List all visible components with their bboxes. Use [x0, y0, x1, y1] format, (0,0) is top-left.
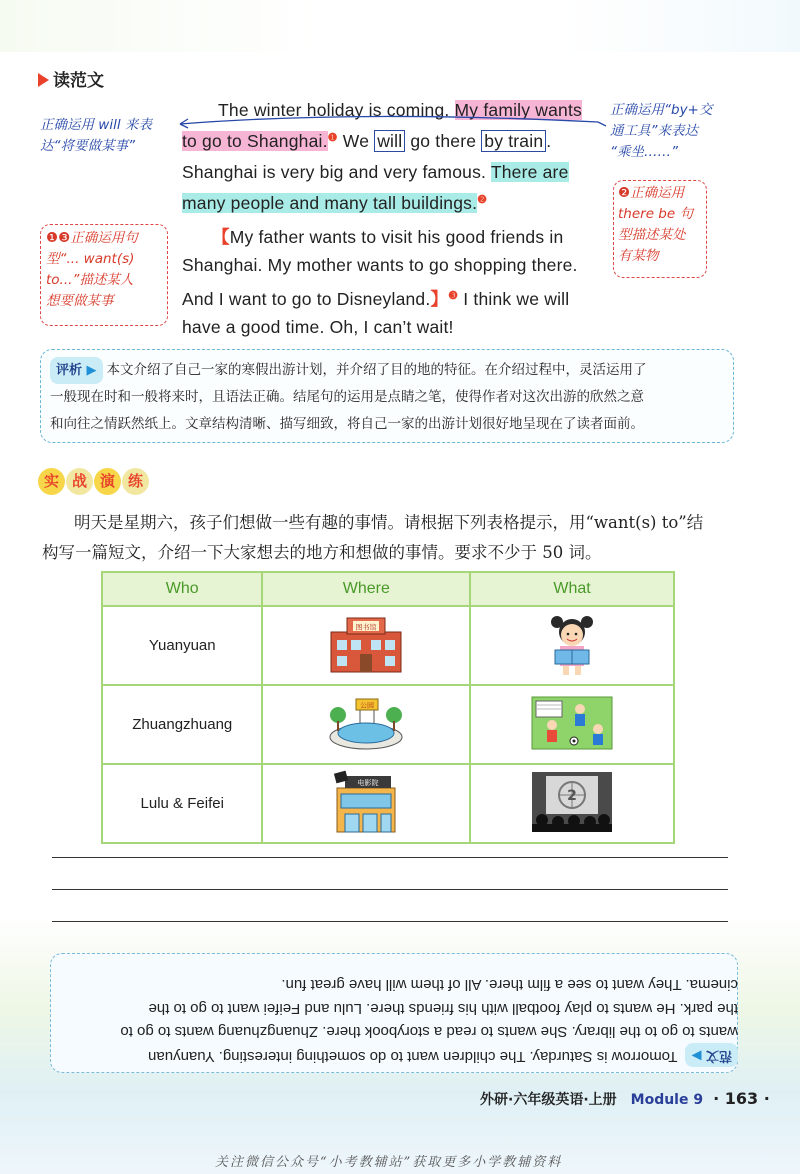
cinema-icon [331, 770, 401, 834]
review-line: 和向往之情跃然纸上。文章结构清晰、描写细致，将自己一家的出游计划很好地呈现在了读者面前。 [50, 416, 644, 432]
badge-char: 演 [94, 468, 121, 495]
note-by-train [610, 100, 712, 163]
note-text: ❷正确运用 [618, 185, 685, 201]
prompt-table [101, 571, 675, 844]
note-text: to...”描述某人 [46, 272, 134, 288]
essay-line [182, 286, 569, 311]
section-title [38, 66, 104, 91]
answer-tag-label: 范文 [705, 1048, 732, 1063]
note-will [40, 115, 152, 157]
essay-line [182, 162, 569, 183]
watermark-note: 关注微信公众号“小考教辅站”获取更多小学教辅资料 [215, 1155, 563, 1170]
essay-line [182, 255, 578, 276]
essay-text: go there [405, 131, 482, 151]
answer-line: the park. He wants to play football with his friends there. Lulu and Feifei want to go to the [148, 1000, 738, 1017]
table-header-row [102, 572, 674, 606]
library-icon [327, 614, 405, 674]
badge-char: 战 [66, 468, 93, 495]
note-want [46, 228, 138, 312]
note-text: 达“将要做某事” [40, 138, 135, 154]
note-marker: ❸ [448, 290, 459, 302]
column-header-what: What [470, 572, 674, 606]
sign-text: 图书馆 [355, 623, 377, 631]
note-marker: ❷ [477, 194, 488, 206]
play-arrow-icon: ▶ [86, 363, 97, 378]
instruction-line: 构写一篇短文，介绍一下大家想去的地方和想做的事情。要求不少于 50 词。 [42, 543, 602, 562]
essay-text: Shanghai. My mother wants to go shopping there. [182, 255, 578, 275]
section-title-text: 读范文 [53, 71, 104, 91]
note-text: 通工具”来表达 [610, 123, 698, 139]
essay-line [182, 193, 487, 214]
review-line: 一般现在时和一般将来时，且语法正确。结尾句的运用是点睛之笔，使得作者对这次出游的欣然之意 [50, 389, 644, 405]
play-arrow-icon: ▶ [691, 1048, 702, 1063]
model-answer-upside-down [58, 956, 738, 1068]
answer-tag [685, 1044, 738, 1068]
page-footer [480, 1089, 770, 1109]
note-text: 有某物 [618, 248, 659, 264]
essay-line [182, 317, 454, 338]
note-text: 正确运用“by+交 [610, 102, 713, 118]
note-text: 正确运用 will 来表 [40, 117, 152, 133]
module-label: Module 9 [630, 1092, 704, 1108]
table-row [102, 764, 674, 843]
top-strip [0, 0, 800, 52]
practice-instructions [42, 508, 760, 568]
who-cell: Zhuangzhuang [102, 685, 262, 764]
where-cell [262, 685, 470, 764]
essay-text: Shanghai is very big and very famous. [182, 162, 491, 182]
annotation-arrows [160, 108, 620, 148]
film-screen-icon [530, 770, 614, 834]
note-text: 想要做某事 [46, 293, 114, 309]
what-cell [470, 764, 674, 843]
essay-line [212, 224, 563, 249]
column-header-who: Who [102, 572, 262, 606]
reading-girl-icon [547, 612, 597, 676]
essay-text: . [546, 131, 552, 151]
badge-char: 练 [122, 468, 149, 495]
writing-line[interactable] [52, 921, 728, 922]
triangle-icon [38, 73, 49, 87]
football-icon [530, 693, 614, 753]
writing-line[interactable] [52, 857, 728, 858]
note-there-be [618, 183, 693, 267]
highlight-text: My family wants [454, 100, 582, 120]
essay-text: And I want to go to Disneyland. [182, 289, 431, 309]
review-tag-label: 评析 [56, 363, 83, 378]
table-row [102, 685, 674, 764]
bracket-mark: 【 [212, 227, 230, 247]
who-cell: Lulu & Feifei [102, 764, 262, 843]
svg-text:2: 2 [567, 787, 577, 804]
highlight-text: to go to Shanghai. [182, 131, 328, 151]
boxed-word: will [374, 130, 405, 152]
badge-char: 实 [38, 468, 65, 495]
essay-text: I think we will [458, 289, 570, 309]
practice-badge [38, 468, 150, 495]
review-tag [50, 357, 103, 384]
writing-line[interactable] [52, 889, 728, 890]
answer-line: Tomorrow is Saturday. The children want to do something interesting. Yuanyuan [148, 1048, 678, 1065]
answer-line: wants to go to the library. She wants to read a storybook there. Zhuangzhuang wants to go to [120, 1023, 738, 1041]
boxed-word: by train [481, 130, 546, 152]
review-text [50, 357, 722, 438]
highlight-text: There are [490, 162, 569, 182]
sign-text: 电影院 [357, 778, 379, 787]
essay-text: My father wants to visit his good friends in [229, 227, 564, 247]
note-text: ❶❸正确运用句 [46, 230, 138, 246]
where-cell [262, 764, 470, 843]
column-header-where: Where [262, 572, 470, 606]
bracket-mark: 】 [430, 289, 449, 309]
essay-text: The winter holiday is coming. [218, 100, 455, 120]
what-cell [470, 685, 674, 764]
note-text: 型“... want(s) [46, 251, 135, 267]
review-line: 本文介绍了自己一家的寒假出游计划，并介绍了目的地的特征。在介绍过程中，灵活运用了 [106, 362, 647, 378]
park-icon [326, 693, 406, 753]
table-row [102, 606, 674, 685]
sign-text: 公园 [360, 701, 375, 709]
highlight-text: many people and many tall buildings. [182, 193, 478, 213]
essay-text: We [337, 131, 375, 151]
book-title: 外研·六年级英语·上册 [480, 1092, 617, 1108]
note-text: 型描述某处 [618, 227, 686, 243]
note-text: there be 句 [618, 206, 693, 222]
essay-text: have a good time. Oh, I can’t wait! [182, 317, 454, 337]
instruction-line: 明天是星期六，孩子们想做一些有趣的事情。请根据下列表格提示，用“want(s) to”结 [74, 513, 704, 532]
note-text: “乘坐……” [610, 144, 678, 160]
what-cell [470, 606, 674, 685]
who-cell: Yuanyuan [102, 606, 262, 685]
where-cell [262, 606, 470, 685]
note-marker: ❶ [327, 132, 338, 144]
answer-line: cinema. They want to see a film there. All of them will have great fun. [281, 976, 738, 994]
page-number: · 163 · [713, 1089, 770, 1108]
